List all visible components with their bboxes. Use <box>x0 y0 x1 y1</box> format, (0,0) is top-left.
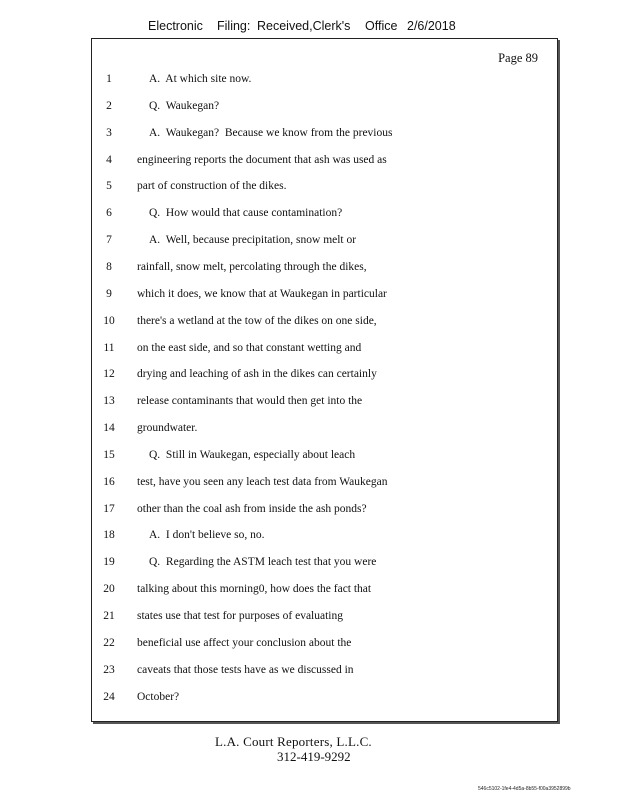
line-text: beneficial use affect your conclusion about the <box>137 636 352 649</box>
line-text: rainfall, snow melt, percolating through the dikes, <box>137 260 367 273</box>
line-text: there's a wetland at the tow of the dikes on one side, <box>137 314 377 327</box>
line-number: 24 <box>103 690 115 703</box>
line-number: 1 <box>106 73 112 85</box>
line-number: 3 <box>106 126 112 139</box>
line-text: talking about this morning0, how does the fact that <box>137 583 372 596</box>
line-number: 12 <box>103 368 115 381</box>
line-number: 22 <box>103 636 115 649</box>
line-number: 10 <box>103 314 115 327</box>
transcript-line <box>92 207 557 227</box>
line-number: 6 <box>106 207 112 220</box>
filing-date: 2/6/2018 <box>407 19 456 33</box>
line-text: drying and leaching of ash in the dikes can certainly <box>137 368 377 381</box>
transcript-line <box>92 342 557 362</box>
transcript-line <box>92 449 557 469</box>
transcript-line <box>92 422 557 442</box>
line-text: states use that test for purposes of evaluating <box>137 610 343 622</box>
transcript-line <box>92 610 557 630</box>
filing-word-electronic: Electronic <box>148 19 203 33</box>
transcript-line <box>92 637 557 657</box>
line-number: 16 <box>103 475 115 488</box>
transcript-line <box>92 691 557 711</box>
line-text: part of construction of the dikes. <box>137 180 287 193</box>
filing-word-received-clerks: Received,Clerk's <box>257 19 351 33</box>
line-number: 18 <box>103 529 115 542</box>
filing-word-office: Office <box>365 19 398 33</box>
line-number: 17 <box>103 502 115 515</box>
line-number: 14 <box>103 422 115 435</box>
transcript-line <box>92 73 557 93</box>
line-number: 8 <box>106 260 112 273</box>
document-id: 546c5102-1fe4-4d5a-8b55-f00a3952899b <box>478 786 571 792</box>
line-text: on the east side, and so that constant wetting and <box>137 341 362 354</box>
transcript-line <box>92 127 557 147</box>
line-number: 13 <box>103 395 115 408</box>
line-number: 19 <box>103 556 115 569</box>
line-text: groundwater. <box>137 422 198 435</box>
line-text: engineering reports the document that ash was used as <box>137 153 387 166</box>
transcript-line <box>92 476 557 496</box>
line-text: October? <box>137 690 180 703</box>
transcript-line <box>92 234 557 254</box>
transcript-page <box>91 38 558 722</box>
transcript-line <box>92 395 557 415</box>
line-number: 7 <box>106 234 112 247</box>
line-text: Q. Regarding the ASTM leach test that you were <box>149 556 377 569</box>
reporter-company: L.A. Court Reporters, L.L.C. <box>215 734 372 749</box>
line-number: 11 <box>103 341 115 354</box>
line-text: A. I don't believe so, no. <box>149 529 265 542</box>
transcript-line <box>92 100 557 120</box>
line-text: A. Waukegan? Because we know from the previous <box>149 126 393 139</box>
line-text: which it does, we know that at Waukegan in particular <box>137 287 387 300</box>
line-number: 4 <box>106 153 112 166</box>
transcript-line <box>92 261 557 281</box>
line-text: A. Well, because precipitation, snow melt or <box>149 234 357 247</box>
transcript-line <box>92 154 557 174</box>
transcript-line <box>92 583 557 603</box>
line-number: 23 <box>103 663 115 676</box>
line-text: test, have you seen any leach test data from Waukegan <box>137 475 388 488</box>
reporter-phone: 312-419-9292 <box>277 749 351 764</box>
line-text: other than the coal ash from inside the ash ponds? <box>137 502 367 515</box>
line-text: caveats that those tests have as we discussed in <box>137 663 354 676</box>
line-number: 20 <box>103 583 115 596</box>
line-number: 15 <box>103 448 115 461</box>
transcript-line <box>92 180 557 200</box>
line-text: A. At which site now. <box>149 73 252 85</box>
line-text: Q. How would that cause contamination? <box>149 207 343 220</box>
line-text: Q. Still in Waukegan, especially about leach <box>149 448 356 461</box>
transcript-line <box>92 664 557 684</box>
transcript-line <box>92 315 557 335</box>
line-number: 9 <box>106 287 112 300</box>
line-text: release contaminants that would then get into the <box>137 395 363 408</box>
transcript-line <box>92 529 557 549</box>
line-number: 21 <box>103 610 115 622</box>
line-number: 2 <box>106 99 112 112</box>
filing-word-filing: Filing: <box>217 19 251 33</box>
line-text: Q. Waukegan? <box>149 99 220 112</box>
transcript-line <box>92 368 557 388</box>
transcript-line <box>92 556 557 576</box>
line-number: 5 <box>106 180 112 193</box>
transcript-line <box>92 288 557 308</box>
page-number: Page 89 <box>498 51 538 65</box>
transcript-line <box>92 503 557 523</box>
